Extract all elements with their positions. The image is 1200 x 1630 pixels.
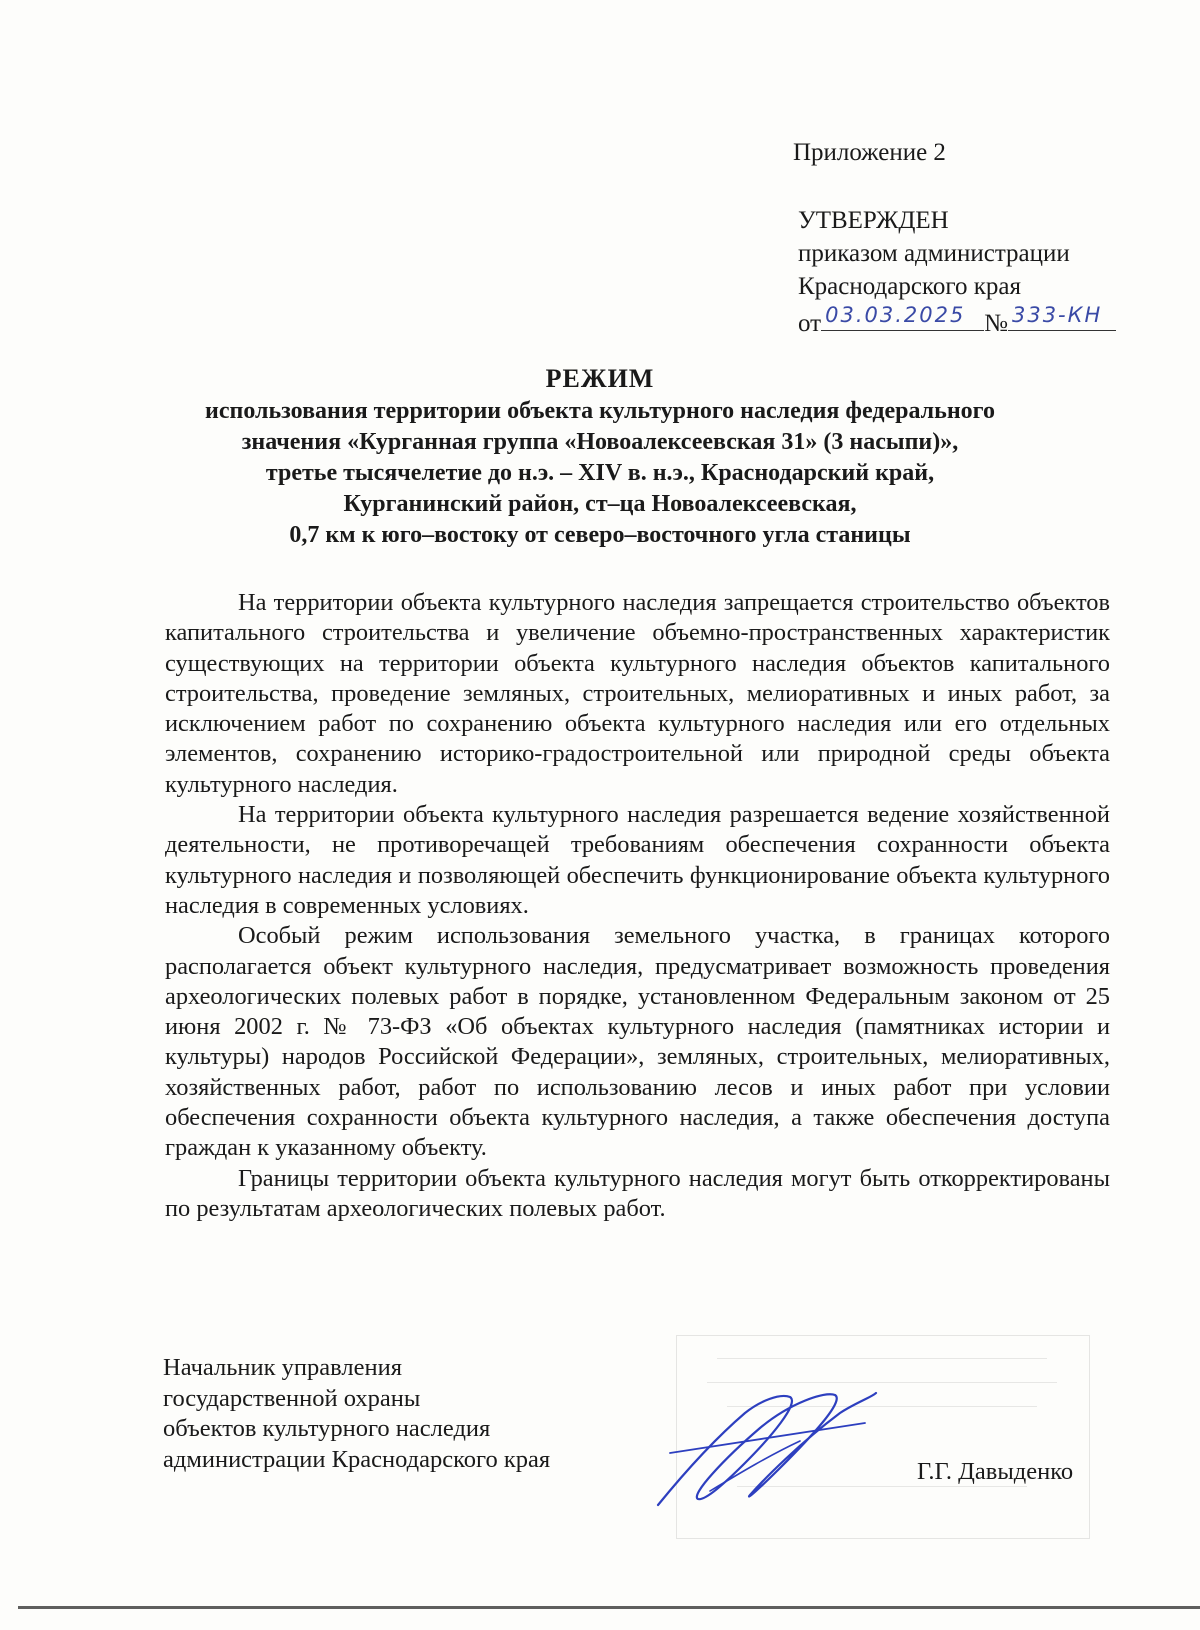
paragraph-boundaries: Границы территории объекта культурного наследия могут быть откорректированы по результатам археологических полевых работ. xyxy=(165,1164,1110,1222)
approval-line-1: приказом администрации xyxy=(798,240,1070,267)
approval-block xyxy=(798,204,1116,340)
approval-status: УТВЕРЖДЕН xyxy=(798,207,949,234)
handwritten-number: 333-КН xyxy=(1011,303,1103,327)
date-field xyxy=(821,303,984,331)
document-title xyxy=(150,362,1050,551)
paragraph-permissions: На территории объекта культурного наследия разрешается ведение хозяйственной деятельности, не противоречащей требованиям обеспечения сохранности объекта культурного наследия и позволяющей обеспечить функционирование объекта культурного наследия в современных условиях. xyxy=(165,801,1110,919)
title-line-3: третье тысячелетие до н.э. – XIV в. н.э., Краснодарский край, xyxy=(265,460,935,486)
approval-line-2: Краснодарского края xyxy=(798,273,1021,300)
signatory-name: Г.Г. Давыденко xyxy=(917,1458,1074,1485)
paragraph-prohibitions: На территории объекта культурного наследия запрещается строительство объектов капитального строительства и увеличение объемно-пространственных характеристик существующих на территории объекта культурного наследия объектов капитального строительства, проведение земляных, строительных, мелиоративных и иных работ, за исключением работ по сохранению объекта культурного наследия или его отдельных элементов, сохранению историко-градостроительной или природной среды объекта культурного наследия. xyxy=(165,589,1110,798)
title-line-4: Курганинский район, ст–ца Новоалексеевская, xyxy=(343,491,857,517)
signatory-position xyxy=(163,1353,550,1475)
title-main: РЕЖИМ xyxy=(545,364,655,393)
approval-date-line xyxy=(798,303,1116,340)
position-line-1: Начальник управления xyxy=(163,1354,402,1381)
title-line-2: значения «Курганная группа «Новоалексеевская 31» (3 насыпи)», xyxy=(241,429,959,455)
handwritten-signature xyxy=(650,1383,880,1513)
number-field xyxy=(1008,303,1116,331)
title-line-1: использования территории объекта культурного наследия федерального xyxy=(205,398,995,424)
scan-edge-line xyxy=(18,1606,1200,1609)
position-line-4: администрации Краснодарского края xyxy=(163,1445,551,1473)
handwritten-date: 03.03.2025 xyxy=(825,303,966,327)
number-prefix: № xyxy=(984,310,1008,337)
paragraph-special-regime: Особый режим использования земельного участка, в границах которого располагается объект культурного наследия, предусматривает возможность проведения археологических полевых работ в порядке, установленном Федеральным законом от 25 июня 2002 г. № 73-ФЗ «Об объектах культурного наследия (памятниках истории и культуры) народов Российской Федерации», земляных, строительных, мелиоративных, хозяйственных работ, работ по использованию лесов и иных работ при условии обеспечения сохранности объекта культурного наследия, а также обеспечения доступа граждан к указанному объекту. xyxy=(165,922,1110,1162)
document-body xyxy=(165,588,1110,1224)
date-prefix: от xyxy=(798,310,822,337)
title-line-5: 0,7 км к юго–востоку от северо–восточного угла станицы xyxy=(289,522,911,548)
position-line-2: государственной охраны xyxy=(163,1384,421,1412)
position-line-3: объектов культурного наследия xyxy=(163,1415,491,1442)
appendix-label: Приложение 2 xyxy=(793,139,946,166)
